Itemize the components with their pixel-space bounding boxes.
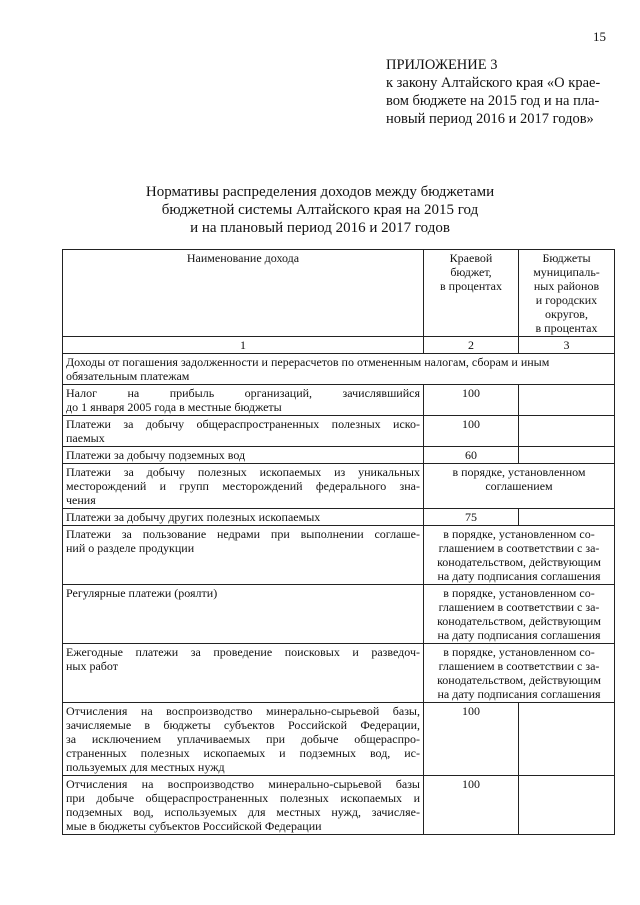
table-row: [63, 644, 615, 703]
income-name-cell: Регулярные платежи (роялти): [63, 585, 424, 644]
income-name-cell: Ежегодные платежи за проведение поисковых и разведоч- ных работ: [63, 644, 424, 703]
section-title-row: [63, 354, 615, 385]
municipal-percent-cell: [519, 703, 615, 776]
regional-percent-cell: 100: [424, 385, 519, 416]
income-name-cell: Отчисления на воспроизводство минерально-сырьевой базы при добыче общераспространенных полезных ископаемых и подземных вод, используемых для местных нужд, зачисляе- мые в бюджеты субъектов Российской Федерации: [63, 776, 424, 835]
revenue-distribution-table: [62, 249, 615, 835]
income-name-cell: Отчисления на воспроизводство минерально-сырьевой базы, зачисляемые в бюджеты субъектов Российской Федерации, за исключением уплачиваемых при добыче общераспро- страненных полезных ископаемых и подземных вод, ис- пользуемых для местных нужд: [63, 703, 424, 776]
income-name-cell: Платежи за добычу других полезных ископаемых: [63, 509, 424, 526]
municipal-percent-cell: [519, 447, 615, 464]
table-row: [63, 703, 615, 776]
column-number: 3: [519, 337, 615, 354]
table-row: [63, 509, 615, 526]
table-row: [63, 526, 615, 585]
regional-percent-cell: 100: [424, 776, 519, 835]
table-row: [63, 464, 615, 509]
column-number: 2: [424, 337, 519, 354]
table-header-row: [63, 250, 615, 337]
regional-percent-cell: 100: [424, 703, 519, 776]
municipal-percent-cell: [519, 776, 615, 835]
page-number: 15: [593, 29, 606, 44]
allocation-rule-cell: в порядке, установленном соглашением: [424, 464, 615, 509]
section-title: Доходы от погашения задолженности и перерасчетов по отмененным налогам, сборам и иным обязательным платежам: [63, 354, 615, 385]
regional-percent-cell: 75: [424, 509, 519, 526]
income-name-cell: Платежи за добычу полезных ископаемых из уникальных месторождений и групп месторождений федерального зна- чения: [63, 464, 424, 509]
income-name-cell: Налог на прибыль организаций, зачислявшийся до 1 января 2005 года в местные бюджеты: [63, 385, 424, 416]
column-number: 1: [63, 337, 424, 354]
municipal-percent-cell: [519, 509, 615, 526]
regional-percent-cell: 100: [424, 416, 519, 447]
table-row: [63, 776, 615, 835]
title-line: Нормативы распределения доходов между бюджетами: [145, 184, 495, 200]
table-row: [63, 447, 615, 464]
title-line: и на плановый период 2016 и 2017 годов: [190, 220, 450, 236]
allocation-rule-cell: в порядке, установленном со- глашением в соответствии с за- конодательством, действующим на дату подписания соглашения: [424, 644, 615, 703]
header-income-name: Наименование дохода: [63, 250, 424, 337]
income-name-cell: Платежи за пользование недрами при выполнении соглаше- ний о разделе продукции: [63, 526, 424, 585]
header-municipal-budgets: Бюджеты муниципаль- ных районов и городских округов, в процентах: [519, 250, 615, 337]
table-row: [63, 585, 615, 644]
header-regional-budget: Краевой бюджет, в процентах: [424, 250, 519, 337]
appendix-line: к закону Алтайского края «О крае-: [386, 75, 601, 91]
appendix-heading: ПРИЛОЖЕНИЕ 3: [386, 57, 498, 73]
table-row: [63, 385, 615, 416]
allocation-rule-cell: в порядке, установленном со- глашением в соответствии с за- конодательством, действующим на дату подписания соглашения: [424, 526, 615, 585]
appendix-block: [386, 56, 626, 128]
allocation-rule-cell: в порядке, установленном со- глашением в соответствии с за- конодательством, действующим на дату подписания соглашения: [424, 585, 615, 644]
table-row: [63, 416, 615, 447]
income-name-cell: Платежи за добычу подземных вод: [63, 447, 424, 464]
title-line: бюджетной системы Алтайского края на 2015 год: [161, 202, 479, 218]
appendix-line: вом бюджете на 2015 год и на пла-: [386, 93, 600, 109]
municipal-percent-cell: [519, 385, 615, 416]
document-title: [60, 183, 580, 237]
municipal-percent-cell: [519, 416, 615, 447]
appendix-line: новый период 2016 и 2017 годов»: [386, 111, 594, 127]
column-number-row: [63, 337, 615, 354]
income-name-cell: Платежи за добычу общераспространенных полезных иско- паемых: [63, 416, 424, 447]
regional-percent-cell: 60: [424, 447, 519, 464]
